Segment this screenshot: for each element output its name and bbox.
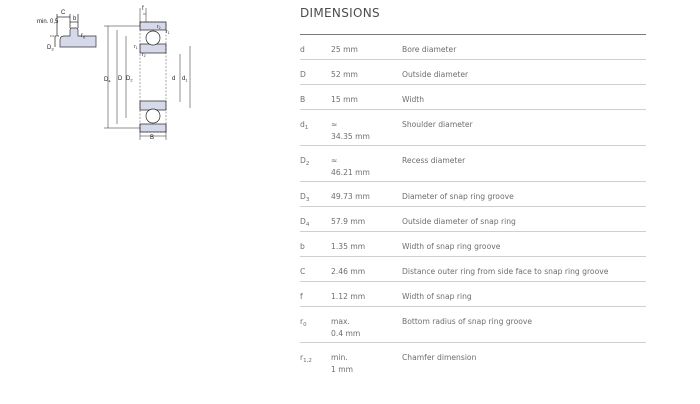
dimension-description: Width of snap ring groove xyxy=(402,242,501,251)
dimension-row xyxy=(300,206,646,231)
dimension-value: 49.73 mm xyxy=(331,192,370,201)
dimension-description: Outside diameter of snap ring xyxy=(402,217,516,226)
dimension-row xyxy=(300,256,646,281)
dimension-description: Bore diameter xyxy=(402,45,457,54)
dimension-value: 57.9 mm xyxy=(331,217,366,226)
dimension-row xyxy=(300,109,646,145)
bearing-drawing xyxy=(0,0,240,150)
dimension-description: Shoulder diameter xyxy=(402,120,473,129)
dimension-row xyxy=(300,145,646,181)
dimension-symbol: $r_0$ xyxy=(300,317,307,328)
dimension-description: Recess diameter xyxy=(402,156,466,165)
dimension-row xyxy=(300,84,646,109)
dimension-symbol: d xyxy=(300,45,305,54)
dimension-row xyxy=(300,281,646,306)
dimension-value: 52 mm xyxy=(331,70,358,79)
dimension-value: 15 mm xyxy=(331,95,358,104)
label-r1-top: $r_1$ xyxy=(166,29,170,35)
page-title: DIMENSIONS xyxy=(300,6,380,20)
label-D2: $D_2$ xyxy=(126,76,133,83)
dimension-value: min. 1 mm xyxy=(331,353,354,374)
bearing-section xyxy=(104,8,190,140)
dimension-value: ≈ 34.35 mm xyxy=(331,120,370,141)
label-b: b xyxy=(73,16,77,22)
dimension-symbol: $D_3$ xyxy=(300,192,310,203)
label-D: D xyxy=(118,76,123,82)
label-B: B xyxy=(150,135,155,141)
dimension-description: Diameter of snap ring groove xyxy=(402,192,514,201)
dimension-symbol: D xyxy=(300,70,306,79)
dimension-row xyxy=(300,59,646,84)
label-min: min. 0,5 xyxy=(37,19,59,25)
dimension-row xyxy=(300,181,646,206)
label-f: f xyxy=(142,6,144,12)
dimension-row xyxy=(300,342,646,378)
dimension-symbol: $r_{1,2}$ xyxy=(300,353,312,364)
label-d1: $d_1$ xyxy=(182,76,188,83)
dimension-row xyxy=(300,306,646,342)
dimension-description: Chamfer dimension xyxy=(402,353,477,362)
dimension-description: Distance outer ring from side face to snap ring groove xyxy=(402,267,609,276)
label-r2-top: $r_2$ xyxy=(157,24,161,30)
dimension-symbol: $d_1$ xyxy=(300,120,309,131)
label-r0: $r_0$ xyxy=(81,33,86,40)
dimension-symbol: B xyxy=(300,95,306,104)
dimension-symbol: $D_4$ xyxy=(300,217,310,228)
dimension-symbol: f xyxy=(300,292,303,301)
label-r2-left: $r_2$ xyxy=(142,52,146,58)
dimension-description: Width of snap ring xyxy=(402,292,472,301)
dimension-value: ≈ 46.21 mm xyxy=(331,156,370,177)
dimension-symbol: C xyxy=(300,267,306,276)
dimension-value: 1.35 mm xyxy=(331,242,366,251)
dimension-symbol: b xyxy=(300,242,305,251)
label-C: C xyxy=(61,10,66,16)
dimension-row xyxy=(300,231,646,256)
label-r1-left: $r_1$ xyxy=(134,44,138,50)
label-d: d xyxy=(172,76,176,82)
dimension-description: Width xyxy=(402,95,425,104)
dimension-value: 1.12 mm xyxy=(331,292,366,301)
dimension-value: 25 mm xyxy=(331,45,358,54)
dimension-row xyxy=(300,34,646,59)
dimension-description: Bottom radius of snap ring groove xyxy=(402,317,533,326)
dimension-description: Outside diameter xyxy=(402,70,469,79)
label-D4: $D_4$ xyxy=(104,77,111,84)
dimension-value: max. 0.4 mm xyxy=(331,317,361,338)
dimensions-table xyxy=(300,34,646,378)
label-D3: $D_3$ xyxy=(47,45,54,52)
dimension-symbol: $D_2$ xyxy=(300,156,310,167)
dimension-value: 2.46 mm xyxy=(331,267,366,276)
